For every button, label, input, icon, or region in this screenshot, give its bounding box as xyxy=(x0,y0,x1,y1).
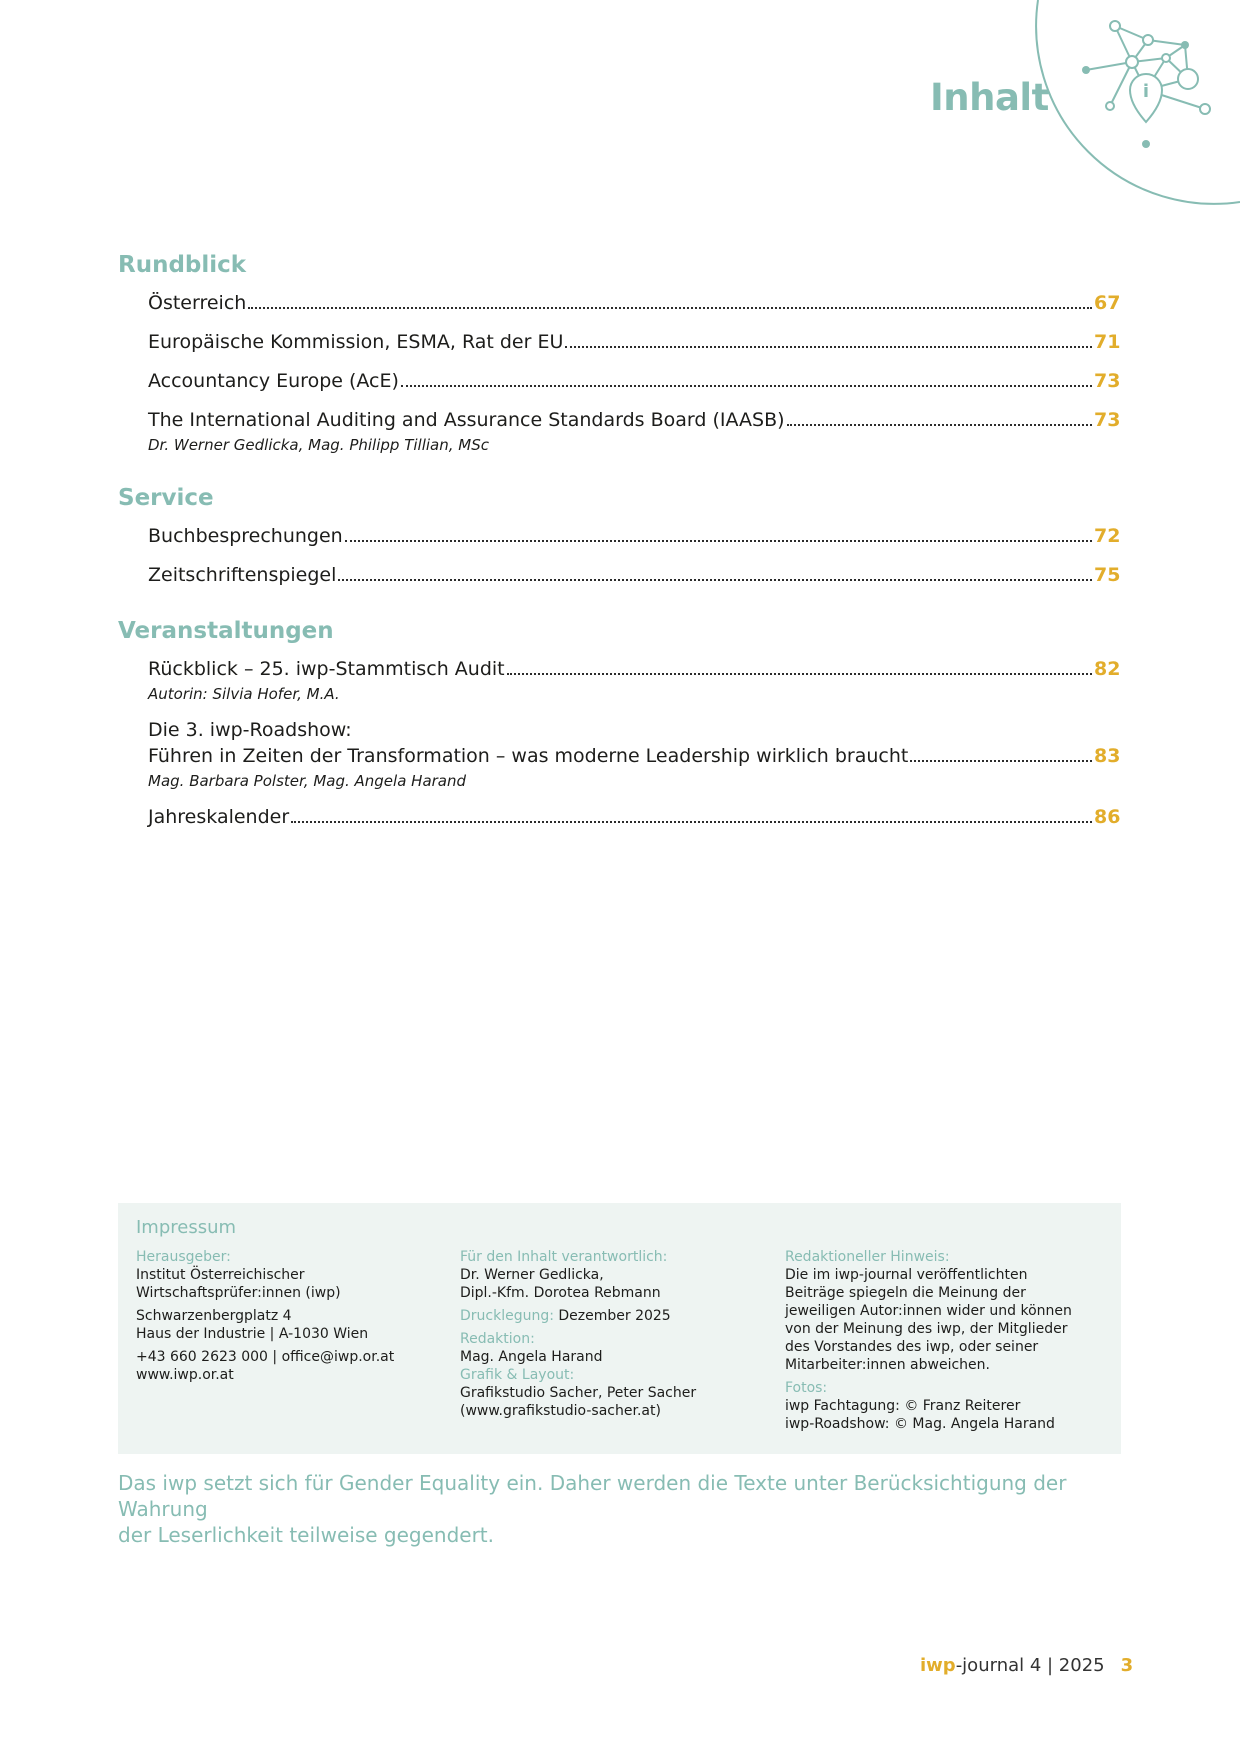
toc-entry-zeitschriftenspiegel[interactable] xyxy=(148,562,1120,588)
impressum-title: Impressum xyxy=(136,1217,237,1238)
page-footer xyxy=(920,1655,1133,1676)
toc-entry-accountancy-europe[interactable] xyxy=(148,368,1120,394)
photos-label: Fotos: xyxy=(784,1380,828,1396)
notice-line: Mitarbeiter:innen abweichen. xyxy=(784,1357,990,1373)
notice-line: des Vorstandes des iwp, oder seiner xyxy=(784,1339,1039,1355)
toc-entry-author: Mag. Barbara Polster, Mag. Angela Harand xyxy=(148,772,467,790)
page-title: Inhalt xyxy=(930,76,1049,119)
responsible-label: Für den Inhalt verantwortlich: xyxy=(459,1249,668,1265)
toc-entry-author: Autorin: Silvia Hofer, M.A. xyxy=(148,685,340,703)
info-letter: i xyxy=(1142,81,1150,102)
toc-entry-text: Europäische Kommission, ESMA, Rat der EU xyxy=(148,331,564,353)
print-date-value: Dezember 2025 xyxy=(558,1308,671,1324)
toc-page-number: 67 xyxy=(1094,292,1121,314)
publisher-label: Herausgeber: xyxy=(136,1249,231,1265)
layout-line: Grafikstudio Sacher, Peter Sacher xyxy=(459,1385,697,1401)
toc-entry-oesterreich[interactable] xyxy=(148,290,1120,316)
toc-entry-text: Rückblick – 25. iwp-Stammtisch Audit xyxy=(148,658,505,680)
section-title: Service xyxy=(118,485,214,511)
toc-page-number: 72 xyxy=(1094,525,1121,547)
impressum-box xyxy=(118,1203,1121,1454)
publisher-name-line: Institut Österreichischer xyxy=(136,1267,305,1283)
toc-entry-text: Österreich xyxy=(148,292,247,314)
publisher-name-line: Wirtschaftsprüfer:innen (iwp) xyxy=(136,1285,341,1301)
toc-entry-pretitle: Die 3. iwp-Roadshow: xyxy=(148,719,352,741)
layout-line: (www.grafikstudio-sacher.at) xyxy=(459,1403,661,1419)
toc-entry-text: Zeitschriftenspiegel xyxy=(148,564,337,586)
notice-label: Redaktioneller Hinweis: xyxy=(784,1249,950,1265)
toc-page-number: 82 xyxy=(1094,658,1121,680)
footer-brand: iwp xyxy=(920,1655,956,1676)
network-logo-icon xyxy=(1020,0,1240,210)
photos-line: iwp-Roadshow: © Mag. Angela Harand xyxy=(784,1416,1055,1432)
photos-line: iwp Fachtagung: © Franz Reiterer xyxy=(784,1398,1021,1414)
website-line: www.iwp.or.at xyxy=(136,1367,234,1383)
footer-page-number: 3 xyxy=(1120,1655,1134,1676)
impressum-column-publisher xyxy=(136,1248,460,1433)
toc-page-number: 73 xyxy=(1094,370,1121,392)
table-of-contents xyxy=(118,250,1120,858)
gender-note-line: der Leserlichkeit teilweise gegendert. xyxy=(118,1523,494,1547)
responsible-line: Dr. Werner Gedlicka, xyxy=(459,1267,604,1283)
dot-leader xyxy=(345,540,1092,542)
print-date-label: Drucklegung: xyxy=(459,1308,554,1324)
dot-leader xyxy=(338,579,1092,581)
gender-equality-note xyxy=(118,1470,1118,1548)
footer-journal: -journal 4 | 2025 xyxy=(955,1655,1105,1676)
editorial-value: Mag. Angela Harand xyxy=(459,1349,603,1365)
toc-entry-text: Buchbesprechungen xyxy=(148,525,343,547)
toc-entry-iaasb[interactable] xyxy=(148,407,1120,455)
toc-entry-buchbesprechungen[interactable] xyxy=(148,523,1120,549)
section-title: Rundblick xyxy=(118,252,247,278)
toc-entry-jahreskalender[interactable] xyxy=(148,804,1120,830)
dot-leader xyxy=(507,673,1092,675)
toc-entry-text: Accountancy Europe (AcE) xyxy=(148,370,399,392)
address-line: Schwarzenbergplatz 4 xyxy=(136,1308,292,1324)
dot-leader xyxy=(565,346,1092,348)
gender-note-line: Das iwp setzt sich für Gender Equality ein. Daher werden die Texte unter Berücksichtigung der Wahrung xyxy=(118,1471,1067,1521)
impressum-column-notice xyxy=(785,1248,1103,1433)
toc-entry-text: Jahreskalender xyxy=(148,806,290,828)
print-date-row xyxy=(460,1307,785,1325)
toc-page-number: 73 xyxy=(1094,409,1121,431)
toc-entry-text: Führen in Zeiten der Transformation – was moderne Leadership wirklich braucht xyxy=(148,745,909,767)
dot-leader xyxy=(910,760,1092,762)
toc-entry-eu-kommission[interactable] xyxy=(148,329,1120,355)
contact-line: +43 660 2623 000 | office@iwp.or.at xyxy=(136,1349,395,1365)
dot-leader xyxy=(291,821,1092,823)
section-veranstaltungen xyxy=(118,616,1120,830)
toc-page-number: 71 xyxy=(1094,331,1121,353)
dot-leader xyxy=(248,307,1092,309)
dot-leader xyxy=(401,385,1092,387)
toc-entry-roadshow[interactable] xyxy=(148,717,1120,791)
layout-label: Grafik & Layout: xyxy=(459,1367,575,1383)
toc-page-number: 83 xyxy=(1094,745,1121,767)
address-line: Haus der Industrie | A-1030 Wien xyxy=(136,1326,369,1342)
notice-line: Beiträge spiegeln die Meinung der xyxy=(784,1285,1026,1301)
responsible-line: Dipl.-Kfm. Dorotea Rebmann xyxy=(459,1285,661,1301)
editorial-label: Redaktion: xyxy=(459,1331,535,1347)
notice-line: jeweiligen Autor:innen wider und können xyxy=(784,1303,1072,1319)
toc-entry-text: The International Auditing and Assurance Standards Board (IAASB) xyxy=(148,409,785,431)
notice-line: von der Meinung des iwp, der Mitglieder xyxy=(784,1321,1068,1337)
section-rundblick xyxy=(118,250,1120,455)
notice-line: Die im iwp-journal veröffentlichten xyxy=(784,1267,1028,1283)
toc-page-number: 75 xyxy=(1094,564,1121,586)
toc-page-number: 86 xyxy=(1094,806,1121,828)
section-title: Veranstaltungen xyxy=(118,618,334,644)
impressum-column-responsible xyxy=(460,1248,785,1433)
dot-leader xyxy=(787,424,1092,426)
toc-entry-author: Dr. Werner Gedlicka, Mag. Philipp Tillian, MSc xyxy=(148,436,489,454)
section-service xyxy=(118,483,1120,588)
toc-entry-stammtisch[interactable] xyxy=(148,656,1120,704)
